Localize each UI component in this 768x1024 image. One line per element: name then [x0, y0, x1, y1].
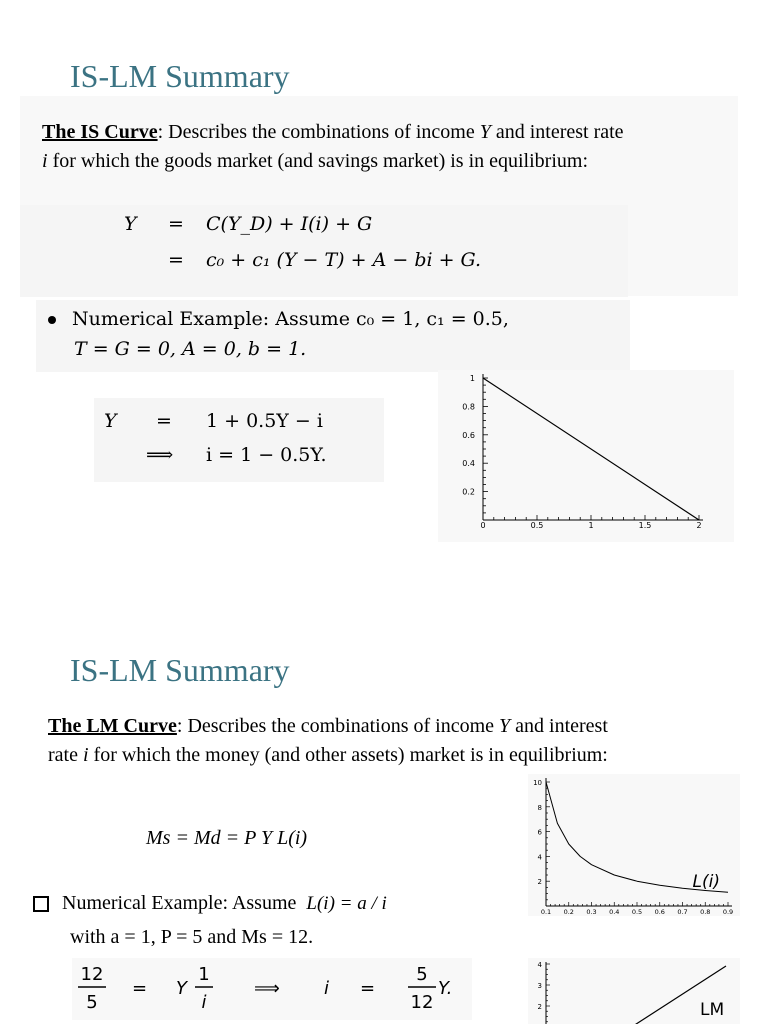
x-tick-label: 0.8 — [700, 908, 711, 916]
frac3-num: 5 — [416, 964, 428, 985]
frac3-den: 12 — [410, 992, 434, 1013]
x-tick-label: 0.5 — [530, 521, 544, 530]
rel2: = — [360, 978, 376, 999]
x-tick-label: 0.3 — [586, 908, 597, 916]
y-tick-label: 0.6 — [462, 430, 475, 440]
y-tick-label: 4 — [537, 961, 542, 969]
y-tick-label: 6 — [537, 828, 542, 837]
frac1-den: 5 — [86, 992, 98, 1013]
is-curve-chart — [438, 370, 734, 542]
lm-solution-equation — [72, 958, 472, 1020]
lm-curve-description: The LM Curve: Describes the combinations of income Y and interest rate i for which the money (and other assets) market is in equilibrium: — [48, 715, 608, 766]
y-tick-label: 4 — [537, 853, 542, 862]
x-tick-label: 0 — [480, 521, 486, 530]
slide1-title: IS-LM Summary — [70, 58, 290, 94]
lm-curve-term: The LM Curve — [48, 715, 177, 737]
x-tick-label: 0.6 — [654, 908, 665, 916]
is-example-block — [36, 300, 630, 372]
eq2-rel: = — [168, 249, 184, 271]
lm-curve-label: LM — [700, 1000, 725, 1020]
is-chart-bg — [438, 370, 734, 542]
square-bullet-icon — [33, 896, 49, 912]
is-equation-block — [20, 205, 628, 297]
i-sym: i — [324, 978, 330, 999]
lm-example-cond: L(i) = a / i — [306, 893, 387, 914]
y-tick-label: 0.4 — [462, 459, 475, 469]
x-tick-label: 1 — [588, 521, 594, 530]
x-tick-label: 0.4 — [609, 908, 620, 916]
y-tick-label: 3 — [537, 982, 542, 990]
is-curve-description: The IS Curve: Describes the combinations of income Y and interest rate i for which the goods market (and savings market) is in equilibrium: — [42, 121, 624, 172]
slide2-title: IS-LM Summary — [70, 652, 290, 688]
frac1-num: 12 — [80, 964, 104, 985]
ex-eq2-arrow: ⟹ — [146, 444, 174, 466]
eq2-rhs: c₀ + c₁ (Y − T) + A − bi + G. — [206, 249, 482, 271]
ex-eq2-rhs: i = 1 − 0.5Y. — [206, 444, 327, 466]
eq1-rel: = — [168, 213, 184, 235]
y-end: Y. — [438, 978, 453, 999]
eq1-rhs: C(Y_D) + I(i) + G — [206, 213, 373, 235]
bullet-dot-icon — [48, 316, 56, 324]
frac2-den: i — [201, 992, 207, 1013]
money-demand-chart — [528, 774, 740, 916]
ex-eq1-rhs: 1 + 0.5Y − i — [206, 410, 323, 432]
x-tick-label: 0.1 — [540, 908, 552, 916]
y-tick-label: 2 — [537, 1003, 542, 1011]
ex-eq1-rel: = — [156, 410, 172, 432]
arrow: ⟹ — [254, 978, 280, 999]
x-tick-label: 2 — [696, 521, 702, 530]
y-sym: Y — [176, 978, 187, 999]
y-tick-label: 1 — [469, 374, 475, 383]
y-tick-label: 2 — [537, 878, 542, 887]
x-tick-label: 0.5 — [631, 908, 643, 916]
y-tick-label: 8 — [537, 803, 542, 812]
x-tick-label: 1.5 — [638, 521, 652, 530]
ex-eq1-lhs: Y — [104, 410, 117, 432]
x-tick-label: 0.7 — [677, 908, 688, 916]
eq1-lhs: Y — [124, 213, 137, 235]
lm-example-line2: with a = 1, P = 5 and Ms = 12. — [70, 926, 314, 948]
frac2-num: 1 — [198, 964, 210, 985]
example-line1: Numerical Example: Assume c₀ = 1, c₁ = 0.5, — [72, 308, 509, 330]
money-equation: Ms = Md = P Y L(i) — [146, 827, 308, 849]
lm-curve-chart — [528, 958, 740, 1024]
li-curve-label: L(i) — [692, 872, 720, 892]
is-example-equations — [94, 398, 384, 482]
y-tick-label: 0.8 — [462, 402, 475, 412]
x-tick-label: 0.9 — [722, 908, 734, 916]
example-line2: T = G = 0, A = 0, b = 1. — [74, 338, 307, 360]
rel1: = — [132, 978, 148, 999]
y-tick-label: 0.2 — [462, 487, 475, 497]
y-tick-label: 10 — [533, 779, 542, 787]
is-curve-term: The IS Curve — [42, 121, 158, 143]
lm-example-head: Numerical Example: Assume L(i) = a / i — [62, 892, 387, 914]
x-tick-label: 0.2 — [563, 908, 574, 916]
